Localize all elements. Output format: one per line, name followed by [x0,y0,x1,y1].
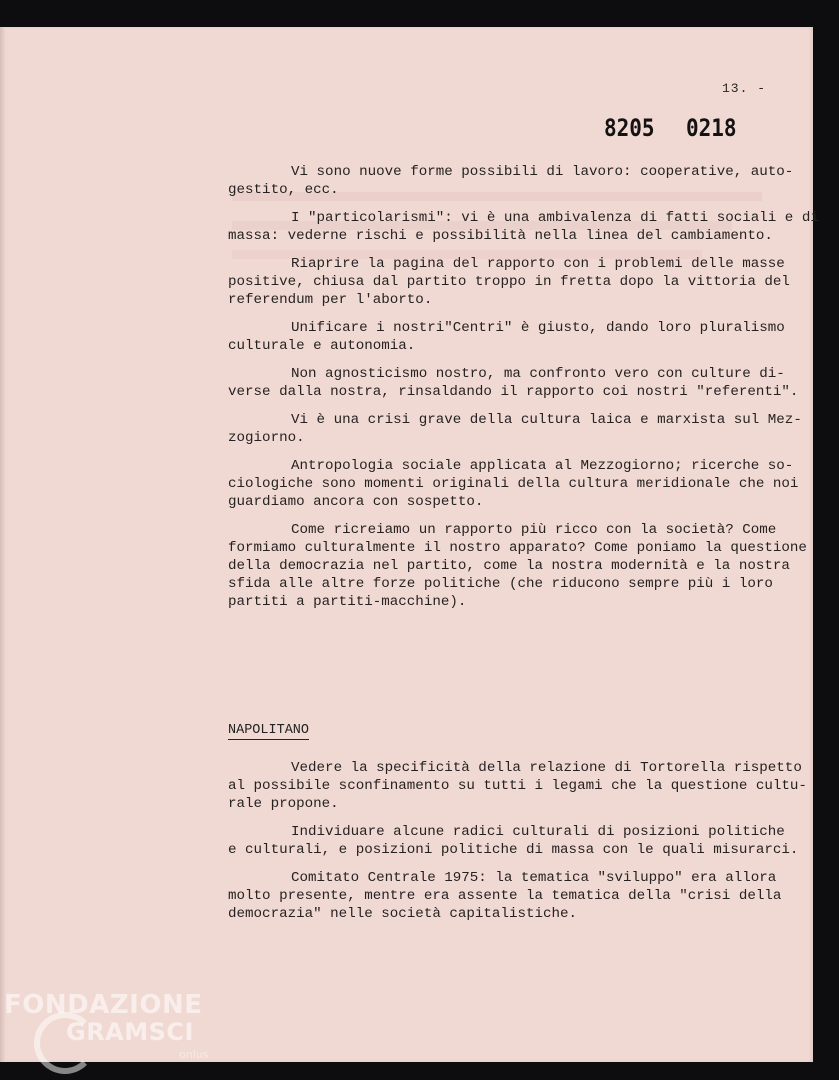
watermark-suffix: onlus [179,1048,209,1061]
paragraph-line: partiti a partiti-macchine). [228,594,467,610]
paragraph-line: democrazia" nelle società capitalistiche. [228,906,578,922]
paragraph-line: Vi sono nuove forme possibili di lavoro: cooperative, auto- [291,164,794,180]
paragraph [228,411,802,447]
paragraph-line: I "particolarismi": vi è una ambivalenza di fatti sociali e di [291,210,819,226]
paragraph [228,521,807,611]
paragraph-line: Individuare alcune radici culturali di posizioni politiche [291,824,785,840]
archive-stamp-number: 0218 [686,114,737,142]
notes-section-top [228,163,819,621]
watermark-line2: GRAMSCI [66,1018,194,1046]
paragraph [228,209,819,245]
notes-section-napolitano [228,759,807,933]
paragraph-line: Vi è una crisi grave della cultura laica e marxista sul Mez- [291,412,802,428]
paragraph-line: ciologiche sono momenti originali della cultura meridionale che noi [228,476,799,492]
paragraph-line: positive, chiusa dal partito troppo in fretta dopo la vittoria del [228,274,790,290]
paragraph-line: Riaprire la pagina del rapporto con i problemi delle masse [291,256,785,272]
paragraph-line: Antropologia sociale applicata al Mezzogiorno; ricerche so- [291,458,794,474]
paragraph-line: molto presente, mentre era assente la tematica della "crisi della [228,888,782,904]
paragraph-line: culturale e autonomia. [228,338,416,354]
paragraph-line: Vedere la specificità della relazione di Tortorella rispetto [291,760,802,776]
archive-stamp-number: 8205 [604,114,655,142]
paragraph-line: gestito, ecc. [228,182,339,198]
paragraph-line: Come ricreiamo un rapporto più ricco con la società? Come [291,522,777,538]
paragraph-line: Unificare i nostri"Centri" è giusto, dando loro pluralismo [291,320,785,336]
paragraph-line: formiamo culturalmente il nostro apparato? Come poniamo la questione [228,540,807,556]
paragraph [228,319,788,355]
paragraph [228,869,788,923]
paragraph-line: e culturali, e posizioni politiche di massa con le quali misurarci. [228,842,799,858]
paragraph [228,365,799,401]
paragraph-line: guardiamo ancora con sospetto. [228,494,484,510]
page-number: 13. - [722,81,767,96]
paragraph-line: Comitato Centrale 1975: la tematica "sviluppo" era allora [291,870,777,886]
paragraph-line: sfida alle altre forze politiche (che riducono sempre più i loro [228,576,773,592]
paragraph [228,163,794,199]
paragraph [228,255,788,309]
page-edge [0,27,6,1062]
paragraph-line: rale propone. [228,796,339,812]
paragraph [228,823,799,859]
paragraph-line: zogiorno. [228,430,305,446]
paragraph [228,457,799,511]
paragraph-line: al possibile sconfinamento su tutti i legami che la questione cultu- [228,778,807,794]
paragraph-line: referendum per l'aborto. [228,292,433,308]
paragraph-line: Non agnosticismo nostro, ma confronto vero con culture di- [291,366,785,382]
watermark-line1: FONDAZIONE [4,990,203,1020]
paragraph-line: massa: vederne rischi e possibilità nella linea del cambiamento. [228,228,773,244]
speaker-heading: NAPOLITANO [228,723,310,738]
paragraph-line: verse dalla nostra, rinsaldando il rapporto coi nostri "referenti". [228,384,799,400]
paragraph-line: della democrazia nel partito, come la nostra modernità e la nostra [228,558,790,574]
fondazione-gramsci-watermark [4,990,214,1070]
paragraph [228,759,807,813]
